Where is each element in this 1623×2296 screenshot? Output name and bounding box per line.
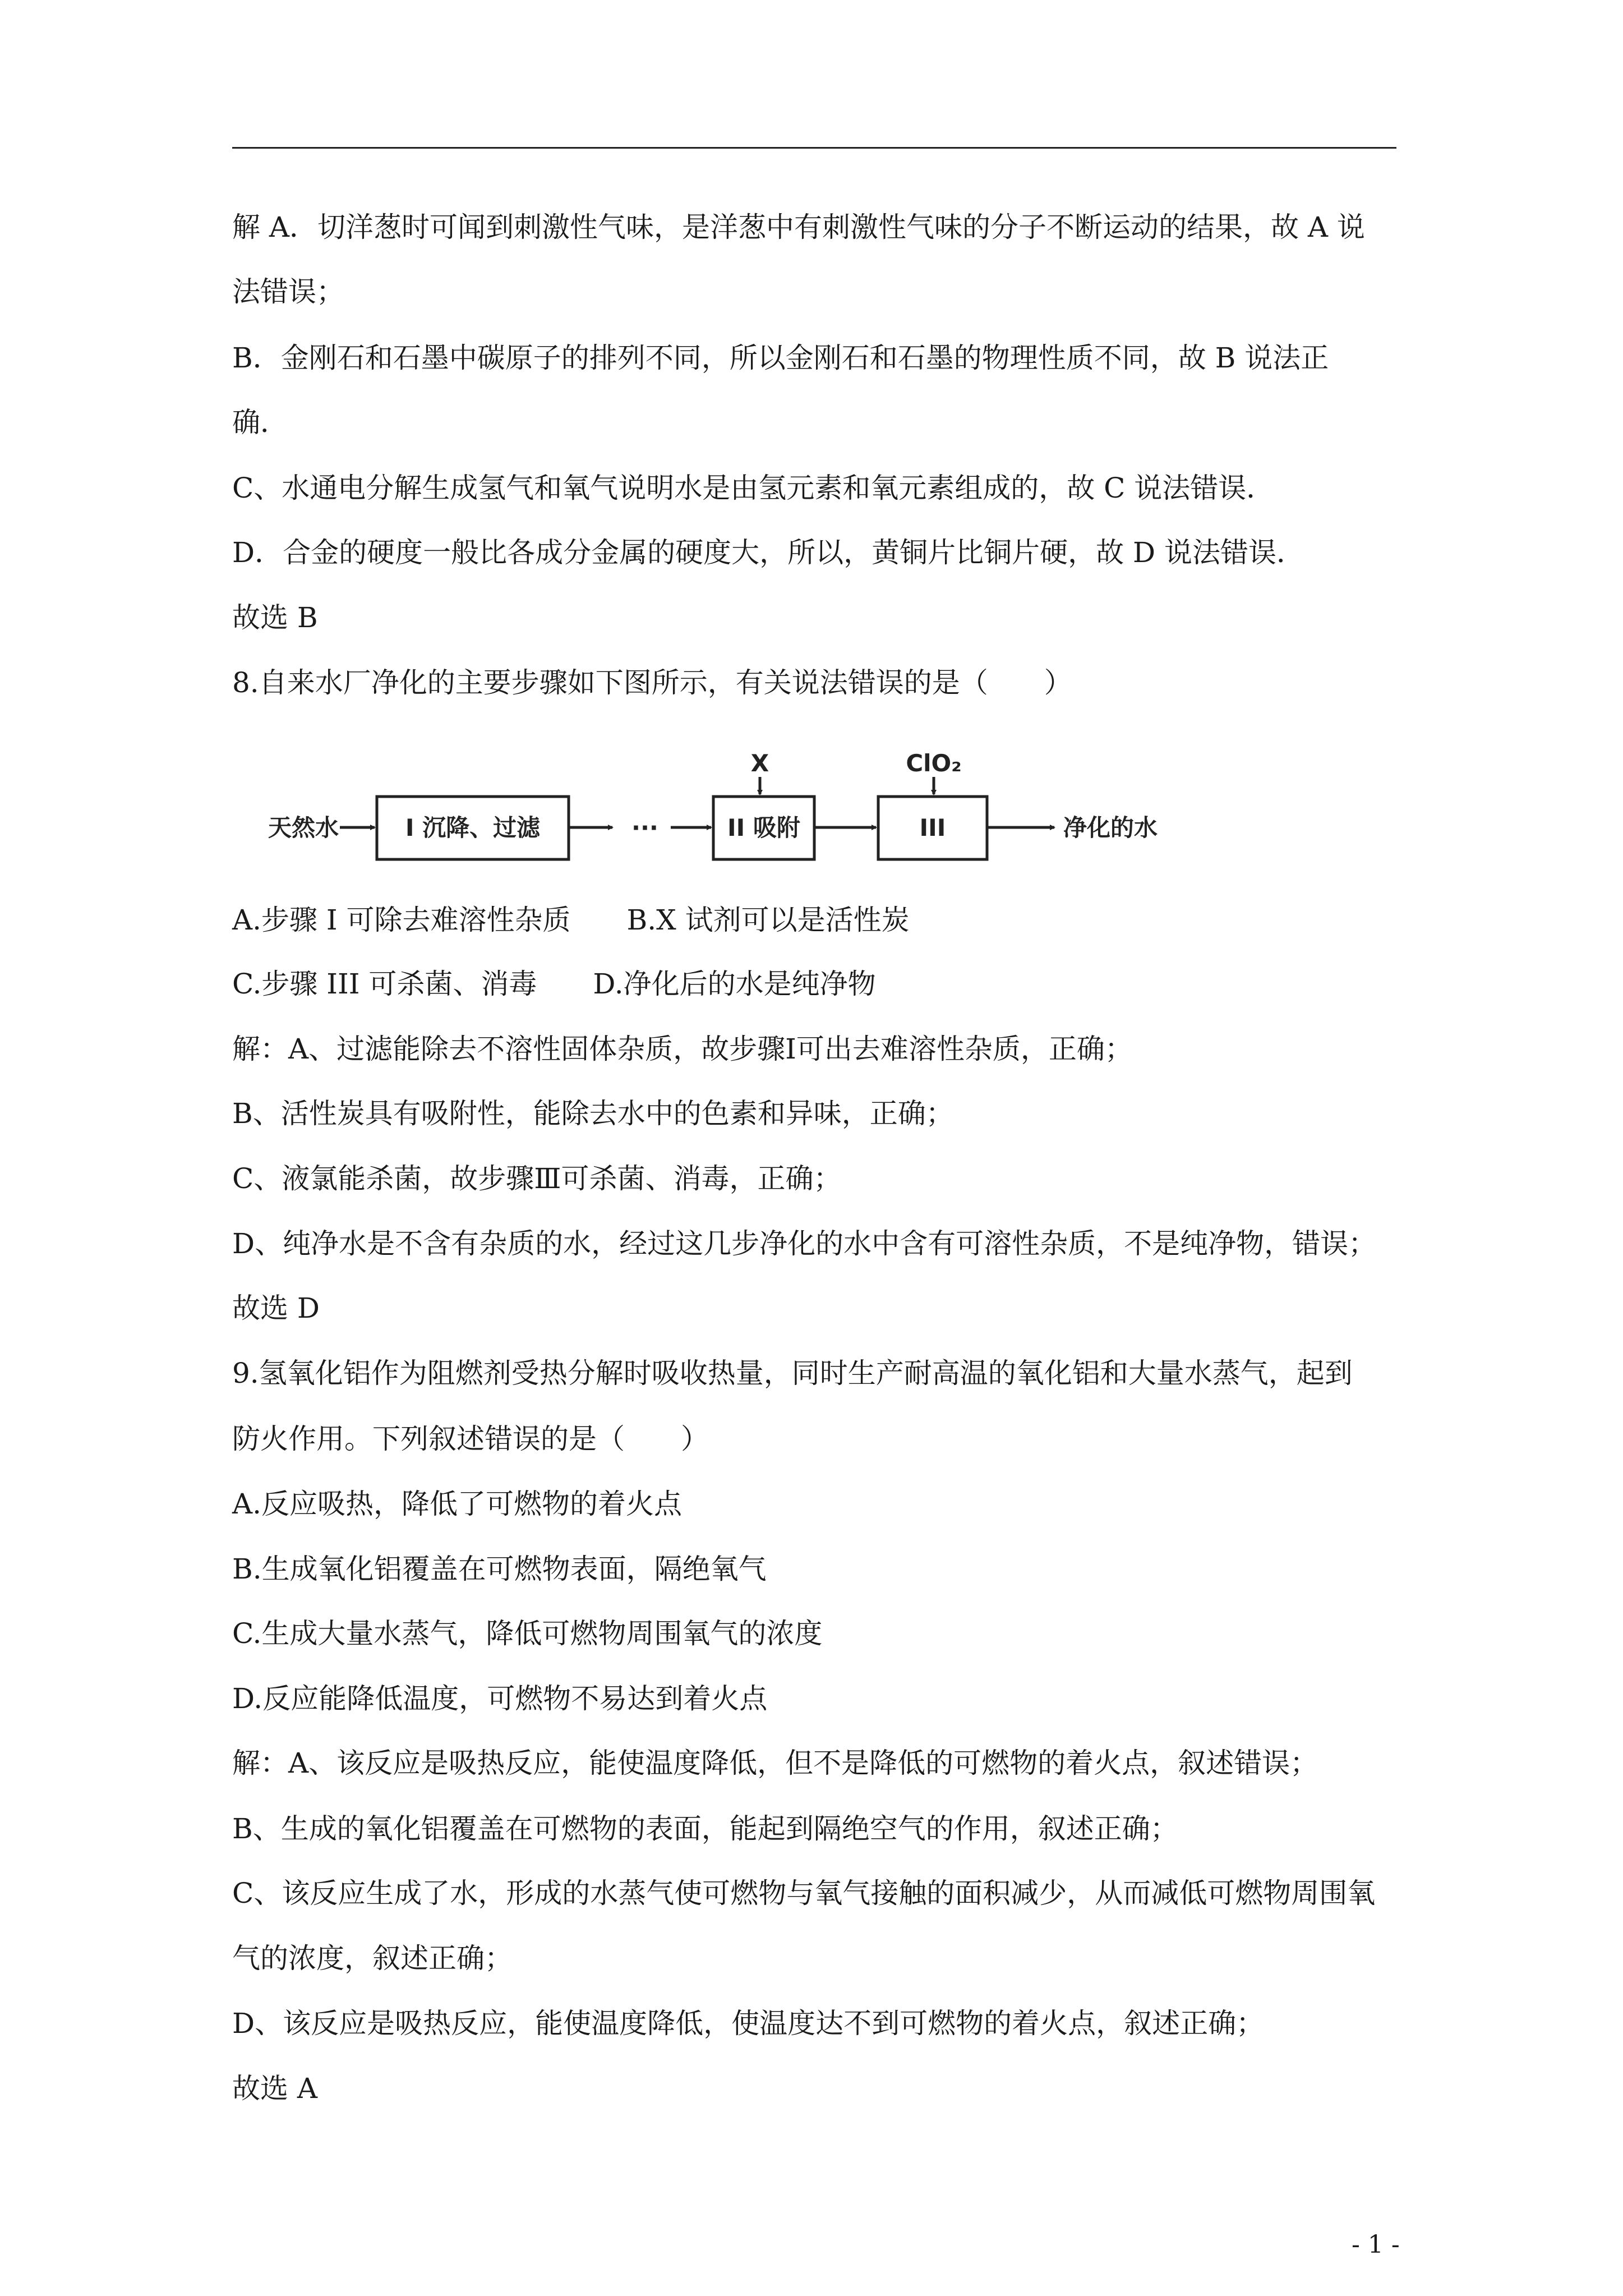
text-line: 解 A．切洋葱时可闻到刺激性气味，是洋葱中有刺激性气味的分子不断运动的结果，故 A 说 [232,211,1365,243]
text-line: 气的浓度，叙述正确； [232,1942,513,1975]
text-line: 故选 B [232,601,318,634]
text-line: 故选 A [232,2072,318,2105]
text-line: C、液氯能杀菌，故步骤Ⅲ可杀菌、消毒，正确； [232,1162,842,1195]
question-8: 8.自来水厂净化的主要步骤如下图所示，有关说法错误的是（ ） [232,666,1072,699]
text-line: 法错误； [232,275,344,308]
text-line: B．金刚石和石墨中碳原子的排列不同，所以金刚石和石墨的物理性质不同，故 B 说法正 [232,342,1329,374]
option-line: A.反应吸热，降低了可燃物的着火点 [232,1488,683,1520]
option-line: C.生成大量水蒸气，降低可燃物周围氧气的浓度 [232,1617,823,1650]
text-line: C、该反应生成了水，形成的水蒸气使可燃物与氧气接触的面积减少，从而减低可燃物周围氧 [232,1877,1376,1910]
step2-label: II 吸附 [727,814,800,841]
output-label: 净化的水 [1063,814,1158,841]
option-line: C.步骤 III 可杀菌、消毒 D.净化后的水是纯净物 [232,968,876,1000]
text-line: B、活性炭具有吸附性，能除去水中的色素和异味，正确； [232,1097,954,1130]
text-line: 解：A、过滤能除去不溶性固体杂质，故步骤Ⅰ可出去难溶性杂质，正确； [232,1033,1133,1065]
option-line: B.生成氧化铝覆盖在可燃物表面，隔绝氧气 [232,1553,767,1585]
question-9: 9.氢氧化铝作为阻燃剂受热分解时吸收热量，同时生产耐高温的氧化铝和大量水蒸气，起到 [232,1357,1353,1389]
step1-label: I 沉降、过滤 [405,814,541,841]
text-line: 确． [232,406,288,439]
water-purification-diagram [0,0,1623,886]
step3-label: III [919,814,946,841]
text-line: D、该反应是吸热反应，能使温度降低，使温度达不到可燃物的着火点，叙述正确； [232,2007,1265,2040]
page-number: - 1 - [1352,2230,1400,2259]
text-line: 防火作用。下列叙述错误的是（ ） [232,1423,709,1455]
input-label: 天然水 [268,814,339,841]
option-line: D.反应能降低温度，可燃物不易达到着火点 [232,1682,768,1715]
reagent-x-label: X [750,749,769,777]
text-line: D．合金的硬度一般比各成分金属的硬度大，所以，黄铜片比铜片硬，故 D 说法错误． [232,536,1304,569]
text-line: C、水通电分解生成氢气和氧气说明水是由氢元素和氧元素组成的，故 C 说法错误． [232,472,1275,504]
text-line: 故选 D [232,1292,320,1324]
option-line: A.步骤 I 可除去难溶性杂质 B.X 试剂可以是活性炭 [232,904,910,936]
ellipsis: ··· [631,814,658,841]
text-line: D、纯净水是不含有杂质的水，经过这几步净化的水中含有可溶性杂质，不是纯净物，错误； [232,1227,1377,1260]
text-line: B、生成的氧化铝覆盖在可燃物的表面，能起到隔绝空气的作用，叙述正确； [232,1812,1178,1845]
text-line: 解：A、该反应是吸热反应，能使温度降低，但不是降低的可燃物的着火点，叙述错误； [232,1747,1318,1779]
reagent-clo2-label: ClO₂ [906,749,962,777]
